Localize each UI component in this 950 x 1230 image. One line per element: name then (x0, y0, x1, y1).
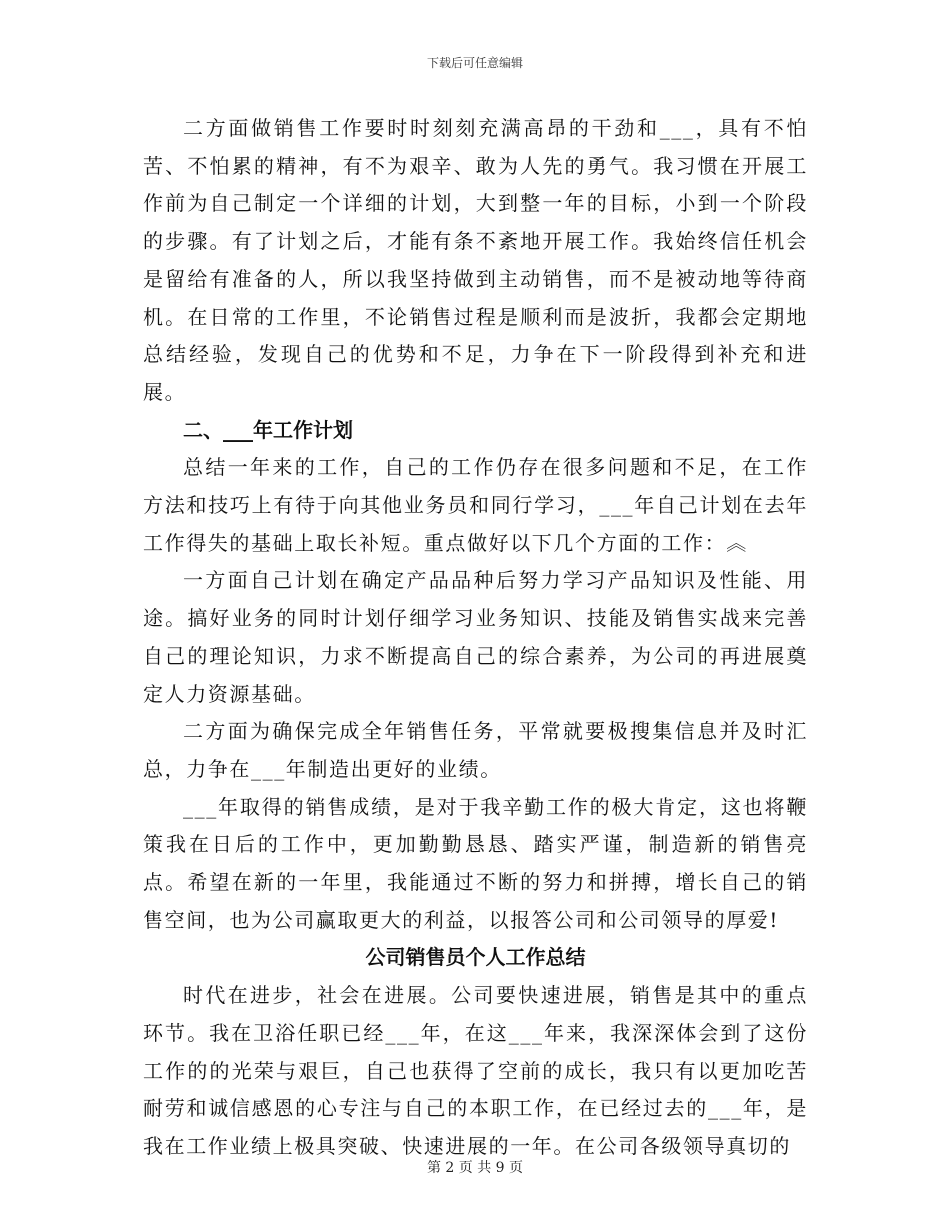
page-header: 下载后可任意编辑 (426, 56, 523, 70)
paragraph-sales-attitude: 二方面做销售工作要时时刻刻充满高昂的干劲和___，具有不怕苦、不怕累的精神，有不为艰辛、敢为人先的勇气。我习惯在开展工作前为自己制定一个详细的计划，大到整一年的目标，小到一个阶段的步骤。有了计划之后，才能有条不紊地开展工作。我始终信任机会是留给有准备的人，所以我坚持做到主动销售，而不是被动地等待商机。在日常的工作里，不论销售过程是顺利而是波折，我都会定期地总结经验，发现自己的优势和不足，力争在下一阶段得到补充和进展。 (143, 116, 808, 404)
paragraph-plan-first: 一方面自己计划在确定产品品种后努力学习产品知识及性能、用途。搞好业务的同时计划仔细学习业务知识、技能及销售实战来完善自己的理论知识，力求不断提高自己的综合素养，为公司的再进展奠定人力资源基础。 (143, 568, 808, 706)
paragraph-plan-summary: 总结一年来的工作，自己的工作仍存在很多问题和不足，在工作方法和技巧上有待于向其他业务员和同行学习，___年自己计划在去年工作得失的基础上取长补短。重点做好以下几个方面的工作：︽ (143, 455, 808, 555)
paragraph-plan-second: 二方面为确保完成全年销售任务，平常就要极搜集信息并及时汇总，力争在___年制造出更好的业绩。 (143, 719, 808, 781)
paragraph-summary-intro: 时代在进步，社会在进展。公司要快速进展，销售是其中的重点环节。我在卫浴任职已经___年，在这___年来，我深深体会到了这份工作的的光荣与艰巨，自己也获得了空前的成长，我只有以更加吃苦耐劳和诚信感恩的心专注与自己的本职工作，在已经过去的___年，是我在工作业绩上极具突破、快速进展的一年。在公司各级领导真切的 (143, 983, 808, 1158)
page-number: 第 2 页 共 9 页 (426, 1160, 524, 1176)
section-heading-work-plan: 二、___年工作计划 (183, 417, 353, 442)
paragraph-conclusion: ___年取得的销售成绩，是对于我辛勤工作的极大肯定，这也将鞭策我在日后的工作中，更加勤勤恳恳、踏实严谨，制造新的销售亮点。希望在新的一年里，我能通过不断的努力和拼搏，增长自己的销售空间，也为公司赢取更大的利益，以报答公司和公司领导的厚爱! (143, 794, 808, 932)
document-body (143, 110, 808, 1166)
document-title: 公司销售员个人工作总结 (365, 945, 586, 970)
